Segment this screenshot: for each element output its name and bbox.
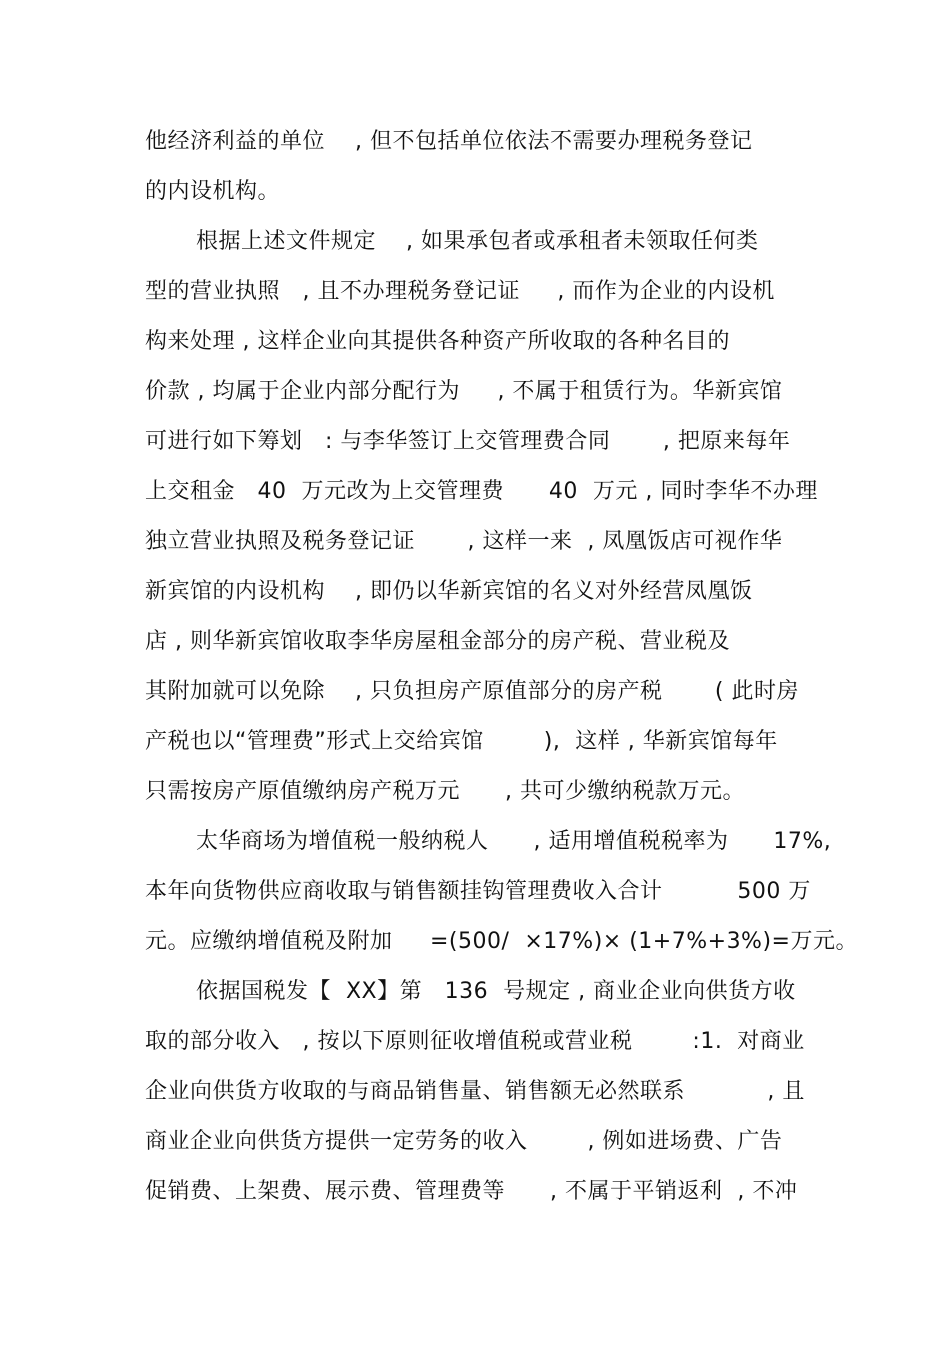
paragraph-line: 他经济利益的单位 , 但不包括单位依法不需要办理税务登记 [145, 129, 753, 154]
paragraph-line: 依据国税发【 XX】第 136 号规定 , 商业企业向供货方收 [196, 979, 796, 1004]
paragraph-line: 太华商场为增值税一般纳税人 , 适用增值税税率为 17%, [196, 829, 832, 854]
paragraph-line: 型的营业执照 , 且不办理税务登记证 , 而作为企业的内设机 [145, 279, 775, 304]
paragraph-line: 独立营业执照及税务登记证 , 这样一来 , 凤凰饭店可视作华 [145, 529, 783, 554]
paragraph-line: 产税也以“管理费”形式上交给宾馆 ), 这样 , 华新宾馆每年 [145, 729, 778, 754]
paragraph-line: 只需按房产原值缴纳房产税万元 , 共可少缴纳税款万元。 [145, 779, 745, 804]
paragraph-line: 促销费、上架费、展示费、管理费等 , 不属于平销返利 , 不冲 [145, 1179, 798, 1204]
paragraph-line: 上交租金 40 万元改为上交管理费 40 万元 , 同时李华不办理 [145, 479, 818, 504]
paragraph-line: 其附加就可以免除 , 只负担房产原值部分的房产税 ( 此时房 [145, 679, 799, 704]
paragraph-line: 可进行如下筹划 : 与李华签订上交管理费合同 , 把原来每年 [145, 429, 791, 454]
paragraph-line: 企业向供货方收取的与商品销售量、销售额无必然联系 , 且 [145, 1079, 805, 1104]
paragraph-line: 的内设机构。 [145, 179, 281, 204]
paragraph-line: 根据上述文件规定 , 如果承包者或承租者未领取任何类 [196, 229, 759, 254]
paragraph-line: 店 , 则华新宾馆收取李华房屋租金部分的房产税、营业税及 [145, 629, 730, 654]
paragraph-line: 构来处理 , 这样企业向其提供各种资产所收取的各种名目的 [145, 329, 730, 354]
paragraph-line: 取的部分收入 , 按以下原则征收增值税或营业税 :1. 对商业 [145, 1029, 805, 1054]
paragraph-line: 元。应缴纳增值税及附加 =(500/ ×17%)× (1+7%+3%)=万元。 [145, 929, 858, 954]
paragraph-line: 新宾馆的内设机构 , 即仍以华新宾馆的名义对外经营凤凰饭 [145, 579, 753, 604]
paragraph-line: 本年向货物供应商收取与销售额挂钩管理费收入合计 500 万 [145, 879, 811, 904]
paragraph-line: 价款 , 均属于企业内部分配行为 , 不属于租赁行为。华新宾馆 [145, 379, 783, 404]
paragraph-line: 商业企业向供货方提供一定劳务的收入 , 例如进场费、广告 [145, 1129, 783, 1154]
